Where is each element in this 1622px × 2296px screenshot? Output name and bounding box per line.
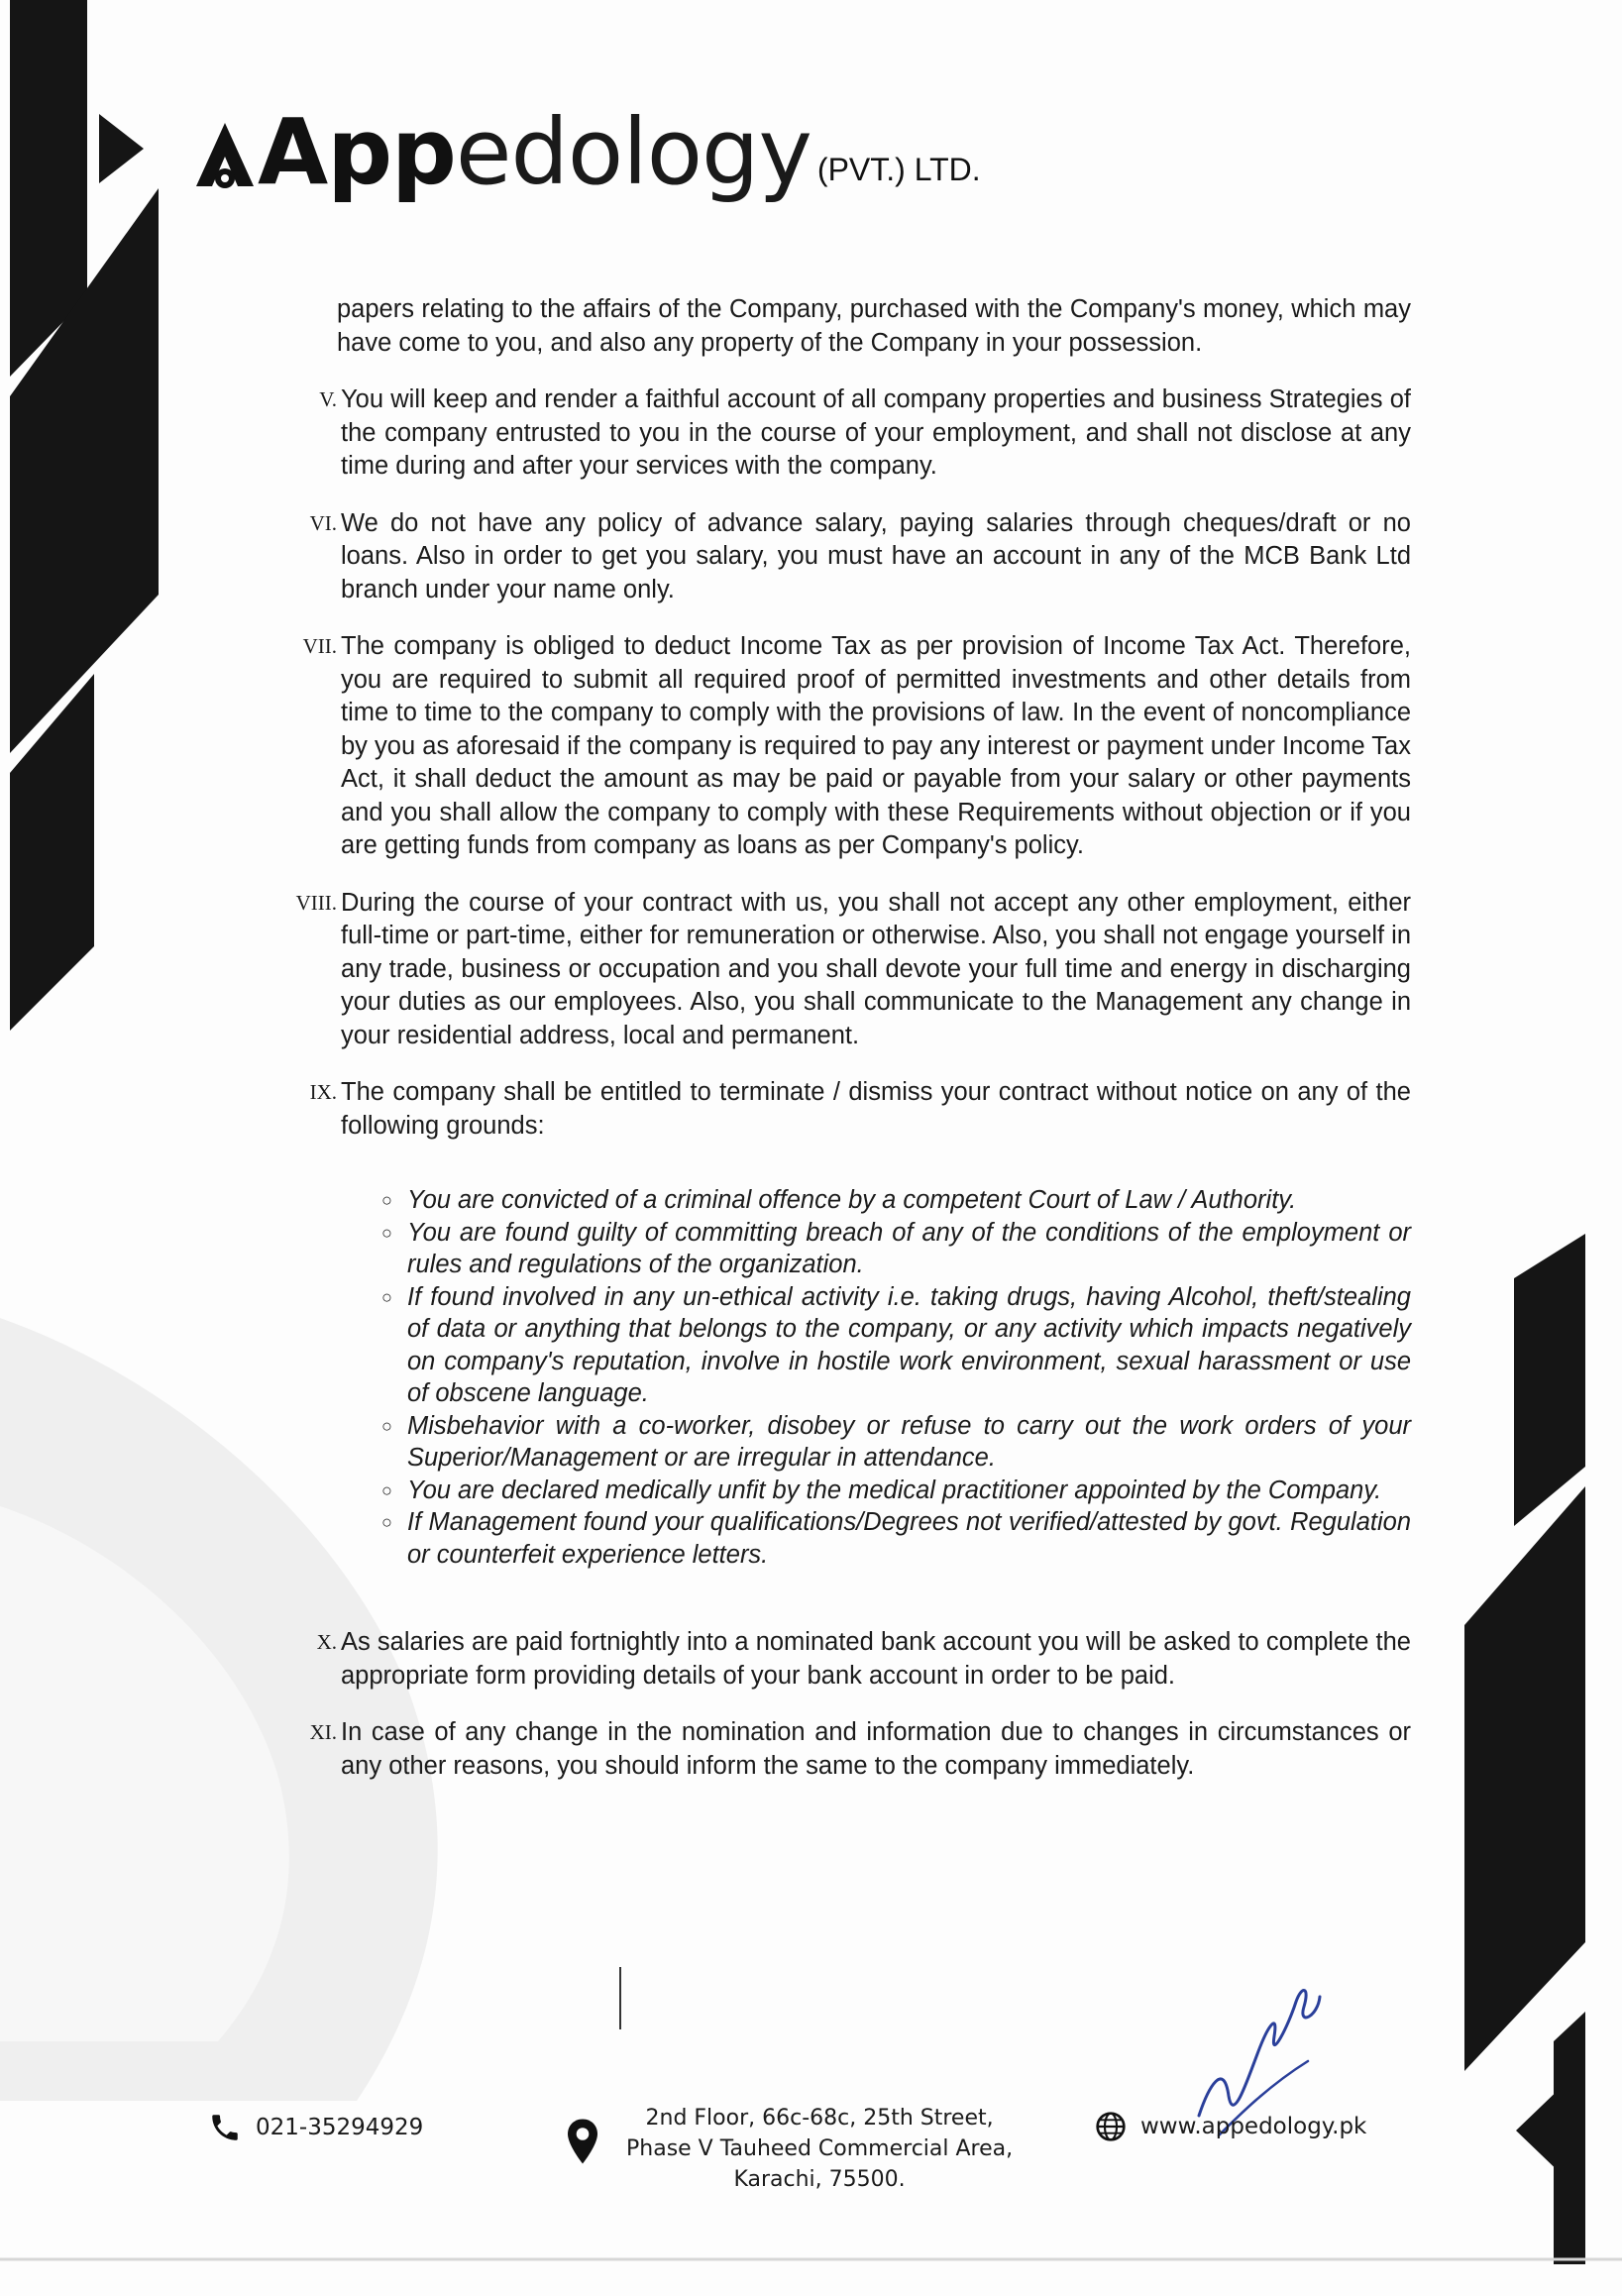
clause-number: V.: [319, 387, 337, 411]
ground-text: You are convicted of a criminal offence by a competent Court of Law / Authority.: [407, 1186, 1297, 1214]
address-lines: [626, 2103, 1013, 2195]
list-item: [381, 1475, 1411, 1507]
logo-word-bold: App: [258, 99, 456, 205]
clause-xi: [293, 1716, 1411, 1783]
bullet-circle-icon: ○: [381, 1190, 392, 1210]
intro-text: papers relating to the affairs of the Company, purchased with the Company's money, which may have come to you, and also any property of the Company in your possession.: [337, 295, 1411, 357]
bullet-circle-icon: ○: [381, 1286, 392, 1307]
clause-text: As salaries are paid fortnightly into a nominated bank account you will be asked to complete the appropriate form providing details of your bank account in order to be paid.: [341, 1628, 1411, 1690]
clause-text: You will keep and render a faithful account of all company properties and business Strategies of the company entrusted to you in the course of your employment, and shall not disclose at any time during and after your services with the company.: [341, 385, 1411, 480]
letter-footer: [0, 2101, 1622, 2210]
termination-grounds-list: [293, 1184, 1411, 1571]
list-item: [381, 1217, 1411, 1281]
address-line-1: 2nd Floor, 66c-68c, 25th Street,: [645, 2106, 994, 2131]
clause-ix: [293, 1076, 1411, 1143]
company-suffix: (PVT.) LTD.: [816, 152, 981, 187]
clause-vii: [293, 630, 1411, 863]
ground-text: If found involved in any un-ethical activity i.e. taking drugs, having Alcohol, theft/stealing of data or anything that belongs to the company, or any activity which impacts negatively on company's reputation, involve in hostile work environment, sexual harassment or use of obscene language.: [407, 1282, 1411, 1407]
intro-paragraph: [337, 293, 1411, 360]
clause-number: VII.: [302, 634, 337, 658]
clause-number: VIII.: [295, 890, 337, 915]
clause-text: During the course of your contract with us, you shall not accept any other employment, either full-time or part-time, either for remuneration or otherwise. Also, you shall not engage yourself in any trade, business or occupation and you shall devote your full time and energy in discharging your duties as our employees. Also, you shall communicate to the Management any change in your residential address, local and permanent.: [341, 888, 1412, 1049]
clause-text: In case of any change in the nomination and information due to changes in circumstances or any other reasons, you should inform the same to the company immediately.: [341, 1718, 1411, 1780]
clause-viii: [293, 887, 1411, 1053]
list-item: [381, 1281, 1411, 1410]
letter-body: [293, 293, 1411, 1806]
clause-text: We do not have any policy of advance salary, paying salaries through cheques/draft or no loans. Also in order to get you salary, you must have an account in any of the MCB Bank Ltd branch under your name only.: [341, 508, 1411, 603]
clause-x: [293, 1626, 1411, 1693]
list-item: [381, 1506, 1411, 1571]
right-bar-middle: [1464, 1486, 1585, 2071]
bullet-circle-icon: ○: [381, 1479, 392, 1500]
list-item: [381, 1184, 1411, 1217]
clause-number: X.: [316, 1630, 337, 1654]
logo-wordmark: [258, 99, 811, 205]
clause-text: The company shall be entitled to terminate / dismiss your contract without notice on any of the following grounds:: [341, 1078, 1411, 1140]
ground-text: You are declared medically unfit by the medical practitioner appointed by the Company.: [407, 1476, 1382, 1504]
globe-icon: [1095, 2111, 1127, 2142]
clause-number: XI.: [309, 1720, 337, 1744]
ground-text: If Management found your qualifications/Degrees not verified/attested by govt. Regulation or counterfeit experience letters.: [407, 1508, 1411, 1569]
clause-text: The company is obliged to deduct Income Tax as per provision of Income Tax Act. Therefore, you are required to submit all required proof of permitted investments and other details from time to time to the company to comply with the provisions of law. In the event of noncompliance by you as aforesaid if the company is required to pay any interest or payment under Income Tax Act, it shall deduct the amount as may be paid or payable from your salary or other payments and you shall allow the company to comply with these Requirements without objection or if you are getting funds from company as loans as per Company's policy.: [341, 632, 1411, 859]
website-link[interactable]: www.appedology.pk: [1140, 2114, 1367, 2139]
ground-text: Misbehavior with a co-worker, disobey or refuse to carry out the work orders of your Superior/Management or are irregular in attendance.: [407, 1411, 1411, 1472]
footer-website: [1095, 2111, 1366, 2142]
clause-v: [293, 383, 1411, 484]
clause-number: VI.: [309, 510, 337, 535]
company-logo: [194, 79, 981, 205]
address-line-2: Phase V Tauheed Commercial Area,: [626, 2136, 1014, 2161]
phone-icon: [208, 2111, 242, 2144]
bullet-circle-icon: ○: [381, 1222, 392, 1243]
logo-word-light: edology: [455, 99, 811, 205]
phone-number: 021-35294929: [256, 2115, 424, 2140]
left-arrow: [99, 114, 144, 183]
bullet-circle-icon: ○: [381, 1512, 392, 1532]
location-pin-icon: [565, 2117, 600, 2166]
address-line-3: Karachi, 75500.: [733, 2167, 906, 2192]
right-bar-upper: [1514, 1234, 1585, 1526]
list-item: [381, 1410, 1411, 1475]
ground-text: You are found guilty of committing breach of any of the conditions of the employment or rules and regulations of the organization.: [407, 1218, 1411, 1278]
footer-address: [565, 2103, 1013, 2195]
clause-number: IX.: [309, 1080, 337, 1104]
logo-mark-icon: [194, 121, 256, 198]
bullet-circle-icon: ○: [381, 1415, 392, 1436]
clause-vi: [293, 507, 1411, 607]
footer-phone: [208, 2111, 423, 2144]
